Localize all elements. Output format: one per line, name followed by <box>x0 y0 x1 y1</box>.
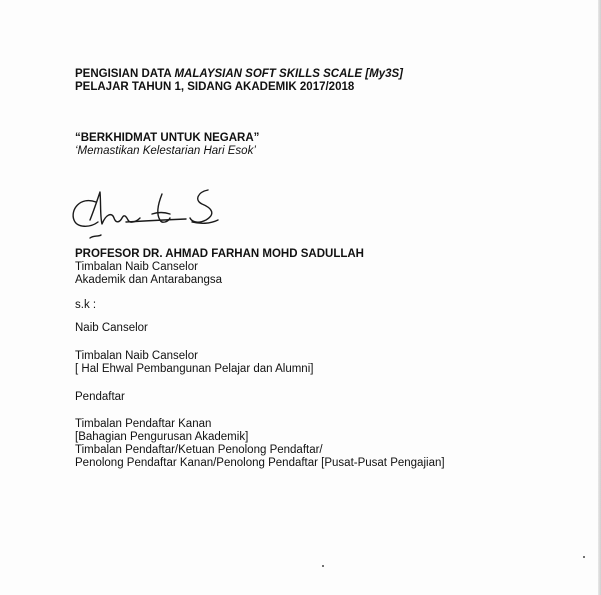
slogan-block <box>75 132 259 158</box>
copy-recipient-line: Pendaftar <box>75 391 125 403</box>
subject-scale-name: MALAYSIAN SOFT SKILLS SCALE [My3S] <box>174 68 403 80</box>
copy-recipient-line: [Bahagian Pengurusan Akademik] <box>75 431 249 443</box>
copy-recipient-line: Penolong Pendaftar Kanan/Penolong Pendaftar [Pusat-Pusat Pengajian] <box>75 457 445 469</box>
copy-recipient-line: [ Hal Ehwal Pembangunan Pelajar dan Alumni] <box>75 363 314 375</box>
scan-speck <box>322 565 324 567</box>
copy-recipient-line: Naib Canselor <box>75 322 148 334</box>
subject-prefix: PENGISIAN DATA <box>75 68 175 80</box>
copy-recipient <box>75 322 148 335</box>
signature-stroke-h <box>90 192 140 224</box>
copies-label: s.k : <box>75 299 97 311</box>
signatory-position: Timbalan Naib Canselor <box>75 261 198 273</box>
copy-recipient-line: Timbalan Pendaftar Kanan <box>75 418 212 430</box>
slogan-tagline: ‘Memastikan Kelestarian Hari Esok’ <box>75 145 256 157</box>
signature-cross <box>152 213 170 215</box>
slogan-motto: “BERKHIDMAT UNTUK NEGARA” <box>75 132 260 144</box>
signatory-block <box>75 248 364 287</box>
copy-recipient-line: Timbalan Pendaftar/Ketuan Penolong Pendaftar/ <box>75 444 323 456</box>
handwritten-signature <box>66 184 236 244</box>
scan-speck <box>583 556 585 558</box>
subject-line-1 <box>75 68 403 81</box>
signature-underline <box>126 219 186 222</box>
signature-stroke-c <box>73 201 98 227</box>
copy-recipient-line: Timbalan Naib Canselor <box>75 350 198 362</box>
signatory-name: PROFESOR DR. AHMAD FARHAN MOHD SADULLAH <box>75 248 364 260</box>
signature-flourish <box>90 235 101 238</box>
subject-line-2: PELAJAR TAHUN 1, SIDANG AKADEMIK 2017/2018 <box>75 81 355 93</box>
signature-stroke-s <box>190 190 212 222</box>
signatory-portfolio: Akademik dan Antarabangsa <box>75 274 223 286</box>
copy-recipient <box>75 350 313 376</box>
signature-stroke-l <box>158 194 170 222</box>
copy-recipient <box>75 391 125 404</box>
subject-heading <box>75 68 403 94</box>
copy-recipient <box>75 418 445 470</box>
